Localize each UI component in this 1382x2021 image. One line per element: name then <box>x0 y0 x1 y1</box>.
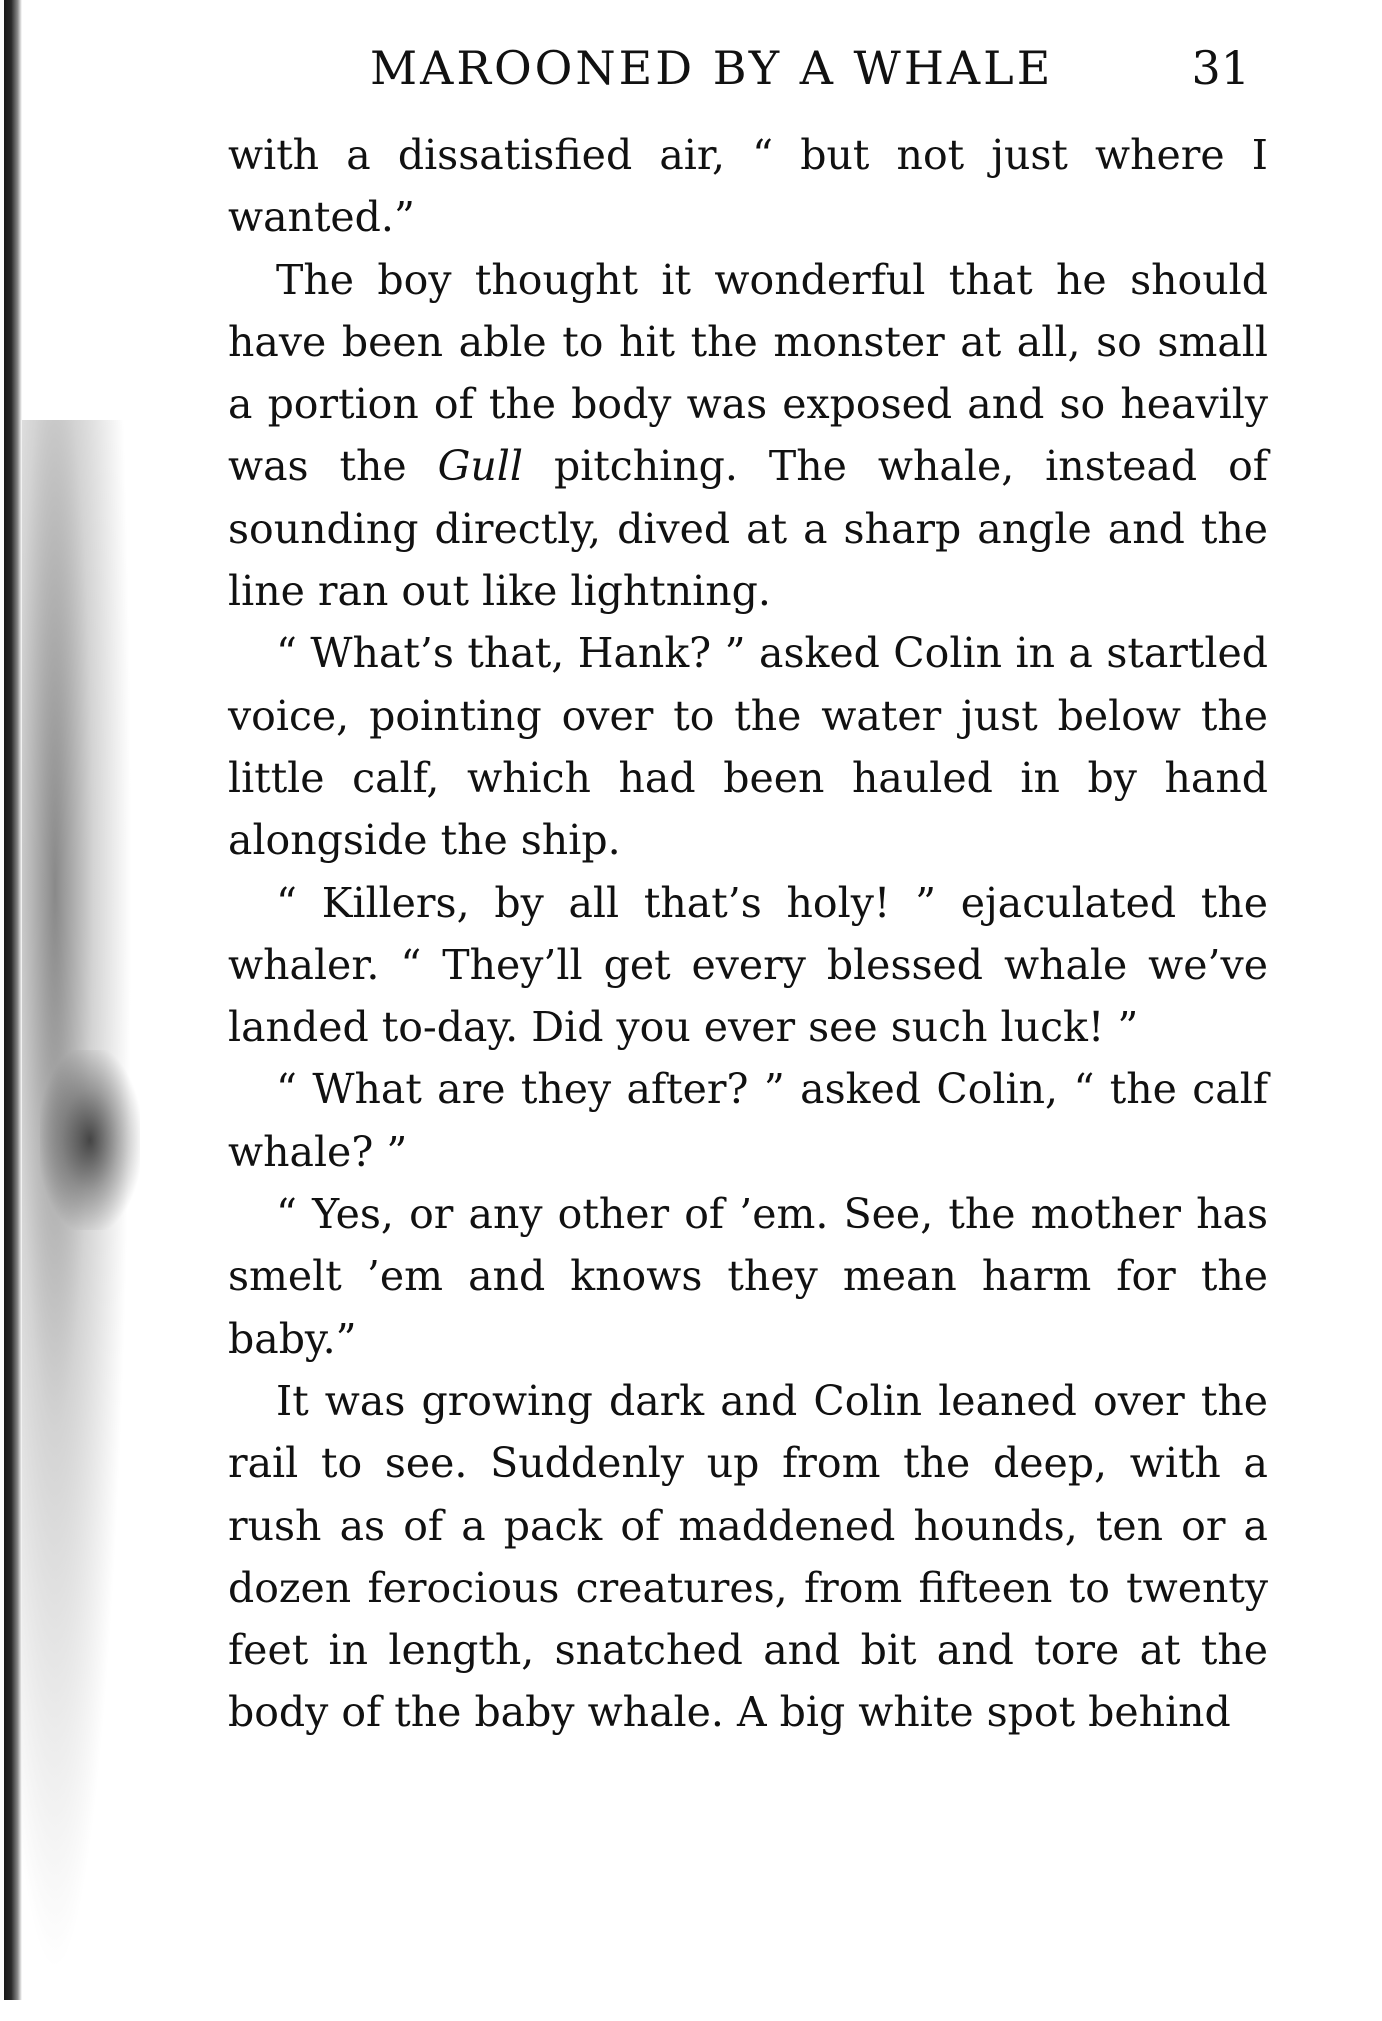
paragraph-text: “ What are they after? ” asked Colin, “ the calf whale? ” <box>228 1065 1268 1176</box>
paragraph-2 <box>228 249 1268 623</box>
scan-speckle-shadow <box>22 420 132 1980</box>
paragraph-6 <box>228 1183 1268 1370</box>
ship-name-italic: Gull <box>437 442 524 491</box>
paragraph-text: “ Yes, or any other of ’em. See, the mother has smelt ’em and knows they mean harm for the baby.” <box>228 1190 1268 1363</box>
paragraph-1 <box>228 124 1268 249</box>
page-number: 31 <box>1191 41 1250 95</box>
paragraph-text: “ Killers, by all that’s holy! ” ejaculated the whaler. “ They’ll get every blessed whale we’ve landed to-day. Did you ever see such luck! ” <box>228 878 1268 1052</box>
body-text <box>228 124 1268 1744</box>
paragraph-5 <box>228 1058 1268 1183</box>
scan-dark-blot <box>40 1050 140 1230</box>
paragraph-3 <box>228 622 1268 871</box>
paragraph-7 <box>228 1370 1268 1744</box>
paragraph-text: “ What’s that, Hank? ” asked Colin in a startled voice, pointing over to the water just below the little calf, which had been hauled in by hand alongside the ship. <box>228 629 1268 865</box>
running-head: MAROONED BY A WHALE <box>370 41 1054 95</box>
paragraph-text: pitching. The whale, instead of sounding directly, dived at a sharp angle and the line ran out like lightning. <box>228 442 1268 616</box>
binding-gutter-shadow <box>0 0 150 2021</box>
paragraph-text: It was growing dark and Colin leaned over the rail to see. Suddenly up from the deep, with a rush as of a pack of maddened hounds, ten or a dozen ferocious creatures, from fifteen to twenty feet in length, snatched and bit and tore at the body of the baby whale. A big white spot behind <box>228 1376 1268 1737</box>
paragraph-4 <box>228 872 1268 1059</box>
page-header <box>230 38 1250 98</box>
page-edge-dark-strip <box>4 0 22 2000</box>
paragraph-text: with a dissatisfied air, “ but not just where I wanted.” <box>228 131 1268 242</box>
paragraph-text: The boy thought it wonderful that he should have been able to hit the monster at all, so small a portion of the body was exposed and so heavily was the <box>228 255 1268 491</box>
